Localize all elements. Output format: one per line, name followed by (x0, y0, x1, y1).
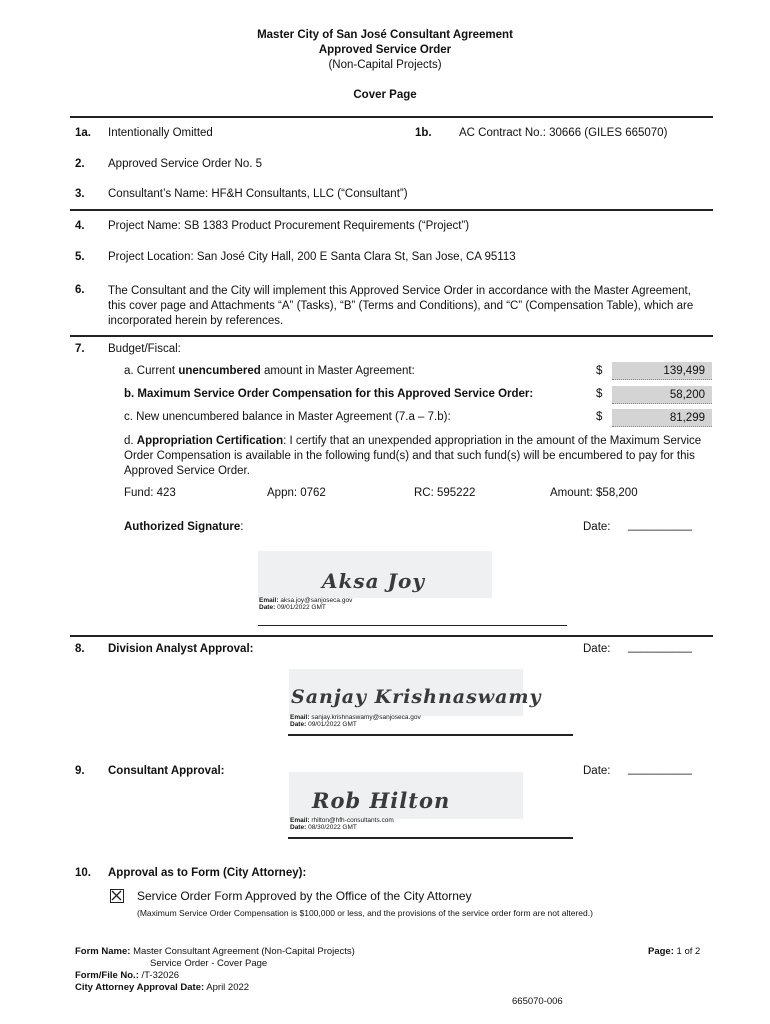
document-id: 665070-006 (512, 996, 563, 1007)
footer-approval-date: City Attorney Approval Date: April 2022 (75, 982, 250, 993)
date-label: Date: (583, 643, 611, 655)
item-number: 4. (75, 220, 85, 232)
divider (70, 209, 713, 211)
signature-date: Date: 09/01/2022 GMT (259, 604, 326, 611)
budget-line-a: a. Current unencumbered amount in Master Agreement: (124, 365, 415, 377)
contract-number: AC Contract No.: 30666 (GILES 665070) (459, 127, 668, 139)
fund-code: Fund: 423 (124, 487, 176, 499)
doc-title-line1: Master City of San José Consultant Agreement (257, 29, 513, 41)
item-number: 5. (75, 251, 85, 263)
approval-note: (Maximum Service Order Compensation is $100,000 or less, and the provisions of the service order form are not altered.) (137, 908, 593, 918)
fund-amount: Amount: $58,200 (550, 487, 638, 499)
signature-line (288, 734, 573, 736)
currency-symbol: $ (596, 365, 603, 377)
signature-date: Date: 09/01/2022 GMT (290, 721, 357, 728)
signature-line (258, 625, 567, 626)
currency-symbol: $ (596, 388, 603, 400)
budget-line-b: b. Maximum Service Order Compensation for this Approved Service Order: (124, 388, 534, 400)
footer-file-number: Form/File No.: /T-32026 (75, 970, 180, 981)
date-blank: __________ (628, 763, 692, 775)
signature-rob-hilton: Rob Hilton (312, 788, 451, 813)
approval-as-to-form-label: Approval as to Form (City Attorney): (108, 867, 307, 879)
project-name: Project Name: SB 1383 Product Procurement Requirements (“Project”) (108, 220, 470, 232)
check-x-icon (111, 890, 122, 901)
item-number: 2. (75, 158, 85, 170)
signature-date: Date: 08/30/2022 GMT (290, 824, 357, 831)
appn-code: Appn: 0762 (267, 487, 326, 499)
approved-checkbox-label: Service Order Form Approved by the Office of the City Attorney (137, 889, 472, 903)
agreement-text: The Consultant and the City will implement this Approved Service Order in accordance with the Master Agreement, this cover page and Attachments “A” (Tasks), “B” (Terms and Conditions), and “C” (Compensation Table), which are incorporated herein by references. (108, 285, 694, 327)
approved-checkbox[interactable] (110, 889, 124, 903)
item-number: 1a. (75, 127, 91, 139)
divider (70, 116, 713, 118)
unencumbered-amount: 139,499 (612, 362, 712, 380)
item-number: 1b. (415, 127, 432, 139)
authorized-signature-label: Authorized Signature: (124, 521, 244, 533)
appropriation-certification: d. Appropriation Certification: I certify that an unexpended appropriation in the amount of the Maximum Service Order Compensation is available in the following fund(s) and that such fund(s) will be encumbered to pay for this Approved Service Order. (124, 435, 702, 477)
divider (70, 635, 713, 637)
footer-page-number: Page: 1 of 2 (648, 946, 701, 957)
currency-symbol: $ (596, 411, 603, 423)
signature-email: Email: aksa.joy@sanjoseca.gov (259, 597, 353, 604)
date-blank: __________ (628, 519, 692, 531)
budget-line-c: c. New unencumbered balance in Master Agreement (7.a – 7.b): (124, 411, 451, 423)
project-location: Project Location: San José City Hall, 200 E Santa Clara St, San Jose, CA 95113 (108, 251, 516, 263)
date-blank: __________ (628, 641, 692, 653)
new-balance-amount: 81,299 (612, 409, 712, 427)
signature-sanjay-krishnaswamy: Sanjay Krishnaswamy (291, 686, 542, 708)
service-order-number: Approved Service Order No. 5 (108, 158, 263, 170)
item-number: 7. (75, 343, 85, 355)
date-label: Date: (583, 765, 611, 777)
cover-page-heading: Cover Page (353, 89, 417, 101)
footer-form-name-cont: Service Order - Cover Page (150, 958, 268, 969)
consultant-approval-label: Consultant Approval: (108, 765, 225, 777)
signature-line (288, 837, 573, 839)
division-analyst-approval-label: Division Analyst Approval: (108, 643, 254, 655)
signature-email: Email: rhilton@hfh-consultants.com (290, 817, 394, 824)
item-number: 9. (75, 765, 85, 777)
item-number: 6. (75, 284, 85, 296)
item-number: 8. (75, 643, 85, 655)
doc-title-line3: (Non-Capital Projects) (328, 59, 442, 71)
doc-title-line2: Approved Service Order (318, 44, 452, 56)
item-number: 10. (75, 867, 91, 879)
signature-email: Email: sanjay.krishnaswamy@sanjoseca.gov (290, 714, 421, 721)
item-number: 3. (75, 188, 85, 200)
budget-heading: Budget/Fiscal: (108, 343, 181, 355)
max-compensation-amount: 58,200 (612, 386, 712, 404)
signature-aksa-joy: Aksa Joy (322, 569, 425, 593)
divider (70, 335, 713, 337)
item-1a-text: Intentionally Omitted (108, 127, 213, 139)
footer-form-name: Form Name: Master Consultant Agreement (Non-Capital Projects) (75, 946, 355, 957)
consultant-name: Consultant’s Name: HF&H Consultants, LLC (“Consultant”) (108, 188, 408, 200)
date-label: Date: (583, 521, 611, 533)
rc-code: RC: 595222 (414, 487, 476, 499)
